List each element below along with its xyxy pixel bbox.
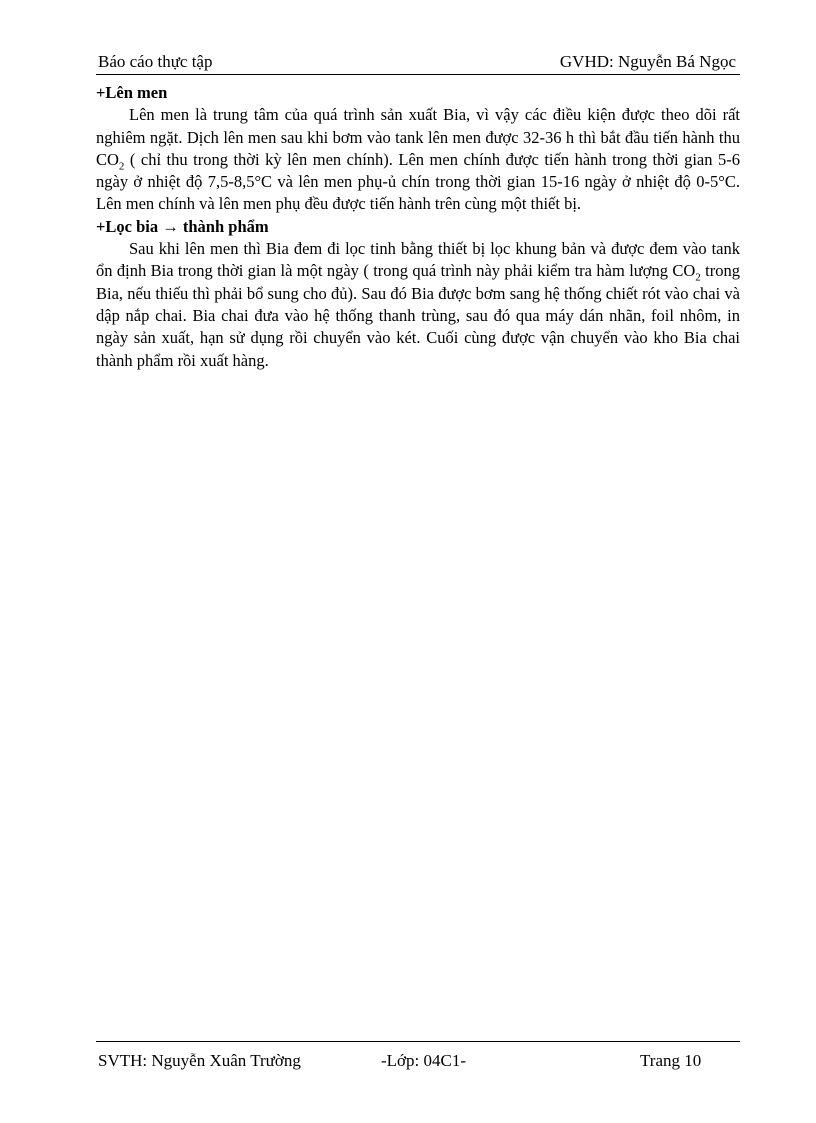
- paragraph-filtration: [96, 238, 740, 372]
- section-heading-filtration: +Lọc bia → thành phẩm: [96, 216, 269, 236]
- report-title: Báo cáo thực tập: [98, 52, 213, 71]
- supervisor-name: GVHD: Nguyễn Bá Ngọc: [559, 52, 736, 71]
- subscript: 2: [118, 160, 125, 173]
- paragraph-text: Lên men là trung tâm của quá trình sản xuất Bia, vì vậy các điều kiện được theo dõi rất nghiêm ngặt. Dịch lên men sau khi bơm vào tank lên men được 32-36 h thì bắt đầu tiến hành thu CO: [96, 105, 740, 169]
- paragraph-fermentation: [96, 104, 740, 215]
- subscript: 2: [695, 271, 701, 284]
- class-label: -Lớp: 04C1-: [381, 1051, 467, 1070]
- page-header: [96, 52, 740, 75]
- paragraph-text: trong Bia, nếu thiếu thì phải bổ sung cho đủ). Sau đó Bia được bơm sang hệ thống chiết rót vào chai và dập nắp chai. Bia chai đưa vào hệ thống thanh trùng, sau đó qua máy dán nhãn, foil nhôm, in ngày sản xuất, hạn sử dụng rồi chuyển vào két. Cuối cùng được vận chuyển vào kho Bia chai thành phẩm rồi xuất hàng.: [96, 261, 740, 370]
- document-body: [96, 82, 740, 372]
- paragraph-text: Sau khi lên men thì Bia đem đi lọc tinh bằng thiết bị lọc khung bản và được đem vào tank ổn định Bia trong thời gian là một ngày ( trong quá trình này phải kiểm tra hàm lượng CO: [96, 239, 740, 281]
- student-name: SVTH: Nguyễn Xuân Trường: [98, 1051, 301, 1070]
- page-number: Trang 10: [640, 1051, 702, 1070]
- footer-divider: [96, 1041, 740, 1042]
- paragraph-text: ( chỉ thu trong thời kỳ lên men chính). Lên men chính được tiến hành trong thời gian 5-6 ngày ở nhiệt độ 7,5-8,5°C và lên men phụ-ủ chín trong thời gian 15-16 ngày ở nhiệt độ 0-5°C. Lên men chính và lên men phụ đều được tiến hành trên cùng một thiết bị.: [96, 149, 740, 214]
- section-heading-fermentation: +Lên men: [96, 83, 168, 102]
